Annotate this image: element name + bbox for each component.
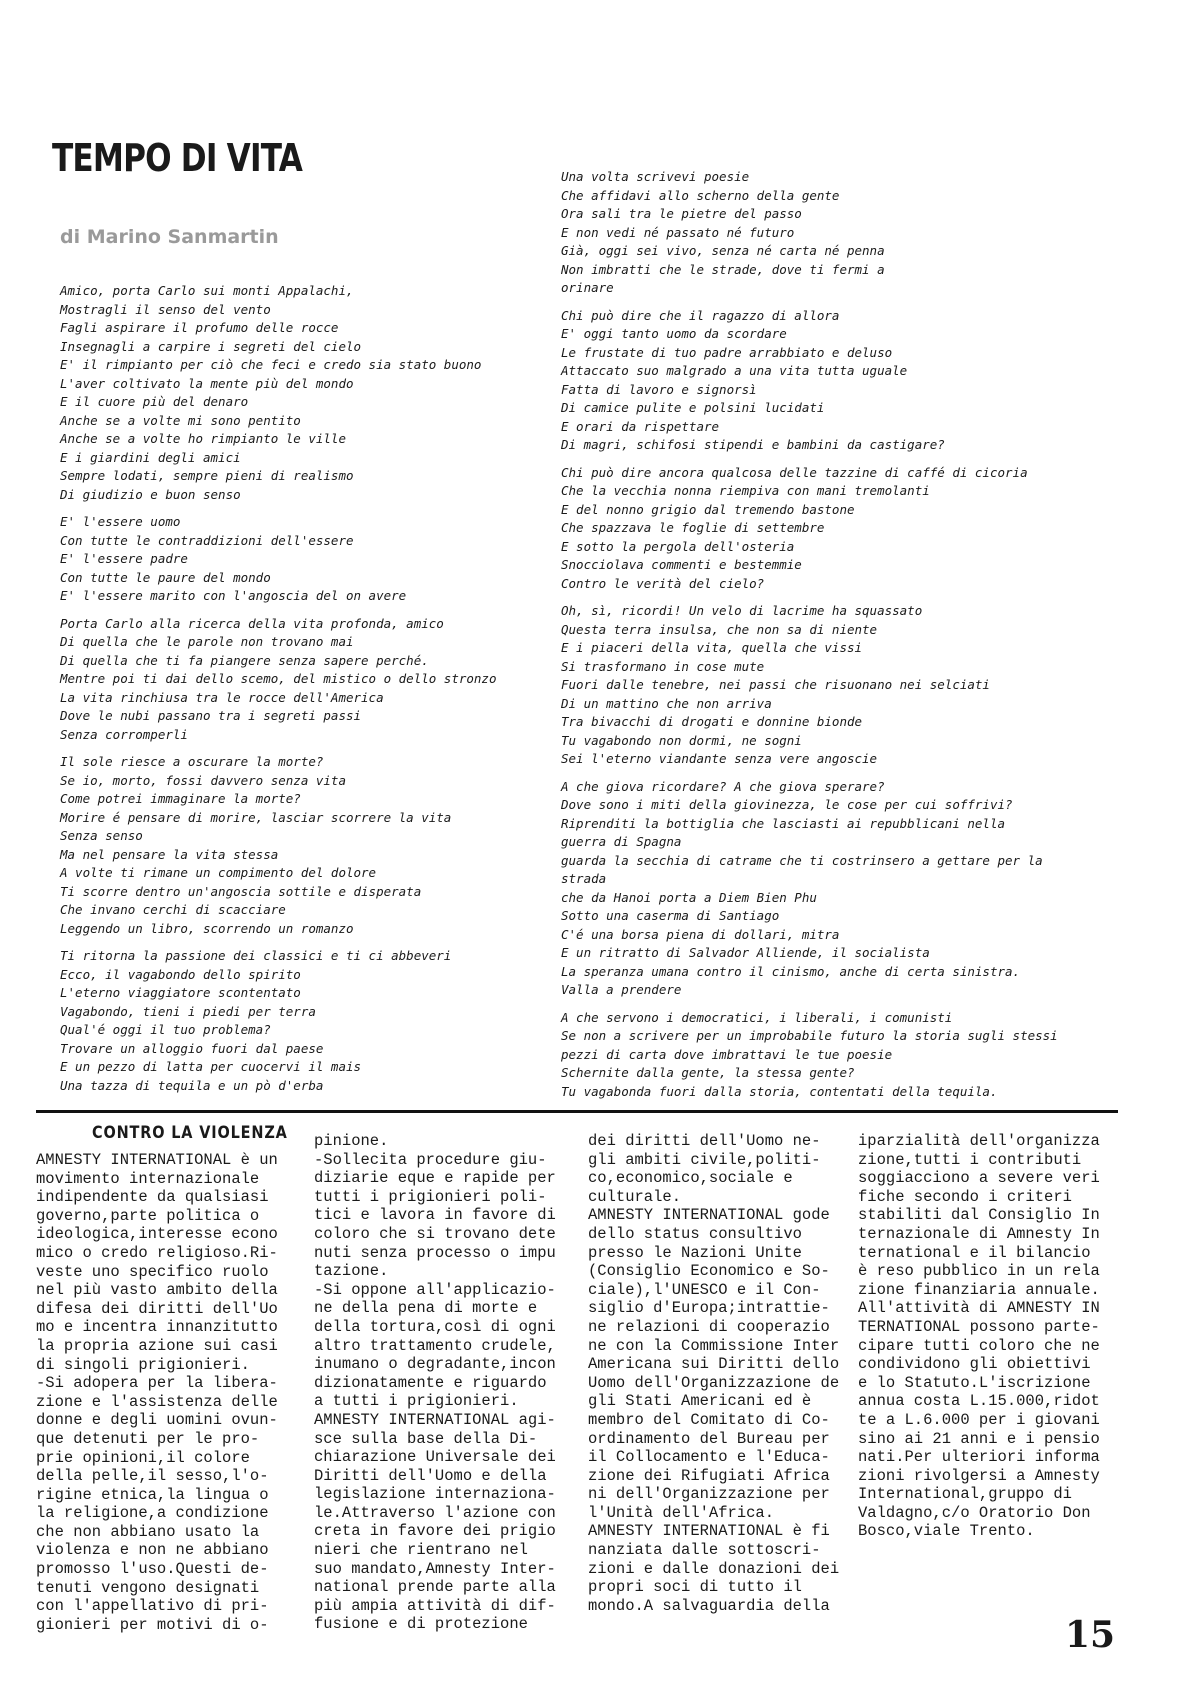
- article-line: AMNESTY INTERNATIONAL gode: [588, 1206, 830, 1225]
- poem-line: Si trasformano in cose mute: [561, 658, 765, 674]
- article-column-4: [858, 1132, 1100, 1541]
- poem-line: Ecco, il vagabondo dello spirito: [60, 966, 301, 982]
- article-line: veste uno specifico ruolo: [36, 1262, 269, 1281]
- article-column-3: [588, 1132, 839, 1615]
- poem-stanza: [561, 307, 1141, 455]
- article-line: culturale.: [588, 1187, 682, 1206]
- article-line: stabiliti dal Consiglio In: [858, 1206, 1100, 1225]
- poem-line: Che la vecchia nonna riempiva con mani tremolanti: [561, 483, 930, 498]
- article-line: Diritti dell'Uomo e della: [314, 1466, 547, 1485]
- poem-line: Che spazzava le foglie di settembre: [561, 520, 825, 535]
- article-line: mo e incentra innanzitutto: [36, 1318, 278, 1337]
- poem-line: Ma nel pensare la vita stessa: [60, 846, 279, 862]
- article-line: ordinamento del Bureau per: [588, 1429, 830, 1448]
- article-line: ciale),l'UNESCO e il Con-: [588, 1280, 821, 1299]
- article-line: governo,parte politica o: [36, 1206, 260, 1225]
- poem-line: che da Hanoi porta a Diem Bien Phu: [561, 889, 817, 905]
- poem-line: Morire é pensare di morire, lasciar scorrere la vita: [60, 809, 452, 825]
- section-divider: [36, 1110, 1118, 1113]
- article-line: diziarie eque e rapide per: [314, 1169, 556, 1188]
- poem-stanza: [60, 753, 550, 938]
- poem-line: E' l'essere marito con l'angoscia del on avere: [60, 588, 407, 603]
- poem-line: Contro le verità del cielo?: [561, 575, 765, 591]
- poem-line: Con tutte le contraddizioni dell'essere: [60, 532, 354, 548]
- poem-line: Schernite dalla gente, la stessa gente?: [561, 1065, 855, 1080]
- poem-line: orinare: [561, 280, 614, 295]
- poem-line: Di quella che ti fa piangere senza sapere perché.: [60, 652, 429, 668]
- article-line: la propria azione sui casi: [36, 1336, 278, 1355]
- article-line: Uomo dell'Organizzazione de: [588, 1373, 840, 1392]
- poem-line: Tra bivacchi di drogati e donnine bionde: [561, 714, 863, 729]
- poem-stanza: [60, 947, 550, 1095]
- article-line: fusione e di protezione: [314, 1615, 528, 1634]
- poem-line: E i piaceri della vita, quella che vissi: [561, 640, 863, 655]
- poem-line: Insegnagli a carpire i segreti del cielo: [60, 338, 362, 354]
- poem-line: strada: [561, 871, 607, 886]
- poem-line: E' l'essere padre: [60, 551, 188, 566]
- article-line: promosso l'uso.Questi de-: [36, 1560, 269, 1579]
- poem-line: Come potrei immaginare la morte?: [60, 791, 301, 806]
- poem-line: Chi può dire ancora qualcosa delle tazzine di caffé di cicoria: [561, 464, 1028, 480]
- article-line: dizionatamente e riguardo: [314, 1373, 547, 1392]
- poem-line: Fuori dalle tenebre, nei passi che risuonano nei selciati: [561, 677, 990, 692]
- poem-line: A che servono i democratici, i liberali, i comunisti: [561, 1009, 953, 1025]
- poem-line: Il sole riesce a oscurare la morte?: [60, 754, 324, 769]
- poem-line: Di un mattino che non arriva: [561, 695, 772, 711]
- poem-line: Chi può dire che il ragazzo di allora: [561, 307, 840, 323]
- poem-line: E non vedi né passato né futuro: [561, 224, 795, 240]
- article-title: CONTRO LA VIOLENZA: [92, 1123, 288, 1143]
- article-line: mico o credo religioso.Ri-: [36, 1243, 278, 1262]
- article-line: que detenuti per le pro-: [36, 1429, 260, 1448]
- article-column-1: [36, 1151, 278, 1634]
- poem-line: Dove sono i miti della giovinezza, le cose per cui soffrivi?: [561, 797, 1013, 812]
- poem-line: Senza senso: [60, 828, 143, 843]
- article-line: gionieri per motivi di o-: [36, 1615, 269, 1634]
- article-line: rigine etnica,la lingua o: [36, 1485, 269, 1504]
- article-line: soggiacciono a severe veri: [858, 1169, 1100, 1188]
- poem-line: E orari da rispettare: [561, 418, 720, 434]
- article-line: ternazionale di Amnesty In: [858, 1224, 1100, 1243]
- poem-line: Tu vagabonda fuori dalla storia, contentati della tequila.: [561, 1083, 998, 1099]
- article-line: difesa dei diritti dell'Uo: [36, 1299, 278, 1318]
- poem-line: Non imbratti che le strade, dove ti fermi a: [561, 261, 885, 277]
- article-line: TERNATIONAL possono parte-: [858, 1317, 1100, 1336]
- poem-title: TEMPO DI VITA: [52, 136, 303, 180]
- poem-stanza: [561, 778, 1141, 1000]
- article-line: ni dell'Organizzazione per: [588, 1485, 830, 1504]
- poem-line: Se non a scrivere per un improbabile futuro la storia sugli stessi: [561, 1028, 1058, 1043]
- article-line: zione,tutti i contributi: [858, 1150, 1082, 1169]
- article-line: AMNESTY INTERNATIONAL è fi: [588, 1522, 830, 1541]
- poem-line: E il cuore più del denaro: [60, 394, 249, 409]
- poem-line: A volte ti rimane un compimento del dolore: [60, 865, 377, 880]
- poem-line: Le frustate di tuo padre arrabbiato e deluso: [561, 344, 893, 360]
- article-line: tici e lavora in favore di: [314, 1206, 556, 1225]
- poem-line: Di quella che le parole non trovano mai: [60, 634, 354, 649]
- poem-line: guerra di Spagna: [561, 834, 682, 849]
- article-line: legislazione internaziona-: [314, 1485, 556, 1504]
- article-line: gli Stati Americani ed è: [588, 1392, 812, 1411]
- article-line: Americana sui Diritti dello: [588, 1355, 840, 1374]
- poem-line: Con tutte le paure del mondo: [60, 569, 271, 585]
- article-line: e lo Statuto.L'iscrizione: [858, 1373, 1091, 1392]
- poem-line: E' il rimpianto per ciò che feci e credo sia stato buono: [60, 357, 482, 372]
- article-line: condividono gli obiettivi: [858, 1355, 1091, 1374]
- poem-line: Riprenditi la bottiglia che lasciasti ai repubblicani nella: [561, 815, 1006, 831]
- article-line: AMNESTY INTERNATIONAL agi-: [314, 1410, 556, 1429]
- poem-line: Che invano cerchi di scacciare: [60, 902, 286, 917]
- poem-line: Snocciolava commenti e bestemmie: [561, 557, 802, 572]
- article-line: gli ambiti civile,politi-: [588, 1150, 821, 1169]
- article-line: (Consiglio Economico e So-: [588, 1262, 830, 1281]
- article-line: zioni rivolgersi a Amnesty: [858, 1466, 1100, 1485]
- poem-line: E un pezzo di latta per cuocervi il mais: [60, 1059, 362, 1074]
- poem-line: Sotto una caserma di Santiago: [561, 908, 780, 923]
- poem-line: Oh, sì, ricordi! Un velo di lacrime ha squassato: [561, 603, 923, 618]
- poem-line: La vita rinchiusa tra le rocce dell'America: [60, 689, 384, 705]
- poem-line: Trovare un alloggio fuori dal paese: [60, 1040, 324, 1056]
- poem-line: Fagli aspirare il profumo delle rocce: [60, 320, 339, 335]
- article-line: zione e l'assistenza delle: [36, 1392, 278, 1411]
- article-line: ideologica,interesse econo: [36, 1225, 278, 1244]
- poem-line: Di camice pulite e polsini lucidati: [561, 400, 825, 415]
- article-line: è reso pubblico in un rela: [858, 1262, 1100, 1281]
- article-line: Valdagno,c/o Oratorio Don: [858, 1503, 1091, 1522]
- article-line: della pelle,il sesso,l'o-: [36, 1467, 269, 1486]
- article-line: con l'appellativo di pri-: [36, 1597, 269, 1616]
- poem-line: guarda la secchia di catrame che ti costrinsero a gettare per la: [561, 852, 1043, 868]
- poem-stanza: [60, 513, 550, 606]
- article-line: coloro che si trovano dete: [314, 1224, 556, 1243]
- article-line: ne con la Commissione Inter: [588, 1336, 840, 1355]
- poem-line: Ti ritorna la passione dei classici e ti ci abbeveri: [60, 948, 452, 963]
- poem-line: Anche se a volte mi sono pentito: [60, 412, 301, 428]
- article-line: pinione.: [314, 1132, 389, 1150]
- article-line: membro del Comitato di Co-: [588, 1410, 830, 1429]
- article-line: che non abbiano usato la: [36, 1522, 260, 1541]
- article-line: creta in favore dei prigio: [314, 1522, 556, 1541]
- article-line: nuti senza processo o impu: [314, 1243, 556, 1262]
- article-line: le.Attraverso l'azione con: [314, 1503, 556, 1522]
- article-line: All'attività di AMNESTY IN: [858, 1299, 1100, 1318]
- poem-line: Sei l'eterno viandante senza vere angoscie: [561, 751, 878, 766]
- poem-line: Mostragli il senso del vento: [60, 301, 271, 317]
- article-line: annua costa L.15.000,ridot: [858, 1392, 1100, 1411]
- article-line: ne relazioni di cooperazio: [588, 1317, 830, 1336]
- article-line: tenuti vengono designati: [36, 1578, 260, 1597]
- poem-line: Se io, morto, fossi davvero senza vita: [60, 772, 346, 788]
- article-line: la religione,a condizione: [36, 1504, 269, 1523]
- poem-stanza: [60, 615, 550, 745]
- poem-line: Senza corromperli: [60, 726, 188, 742]
- poem-line: Di magri, schifosi stipendi e bambini da castigare?: [561, 437, 945, 452]
- poem-line: Ti scorre dentro un'angoscia sottile e disperata: [60, 883, 422, 899]
- poem-line: Qual'é oggi il tuo problema?: [60, 1022, 271, 1037]
- poem-line: E sotto la pergola dell'osteria: [561, 538, 795, 554]
- poem-line: Amico, porta Carlo sui monti Appalachi,: [60, 283, 354, 298]
- article-line: -Si oppone all'applicazio-: [314, 1280, 556, 1299]
- article-line: l'Unità dell'Africa.: [588, 1503, 775, 1522]
- poem-line: C'é una borsa piena di dollari, mitra: [561, 926, 840, 942]
- article-line: national prende parte alla: [314, 1578, 556, 1597]
- poem-line: Di giudizio e buon senso: [60, 486, 241, 502]
- poem-stanza: [60, 282, 550, 504]
- poem-line: Una volta scrivevi poesie: [561, 169, 750, 184]
- article-line: -Sollecita procedure giu-: [314, 1150, 547, 1169]
- poem-line: Leggendo un libro, scorrendo un romanzo: [60, 920, 354, 936]
- article-line: suo mandato,Amnesty Inter-: [314, 1559, 556, 1578]
- poem-line: L'eterno viaggiatore scontentato: [60, 985, 301, 1000]
- article-line: zione dei Rifugiati Africa: [588, 1466, 830, 1485]
- article-line: sce sulla base della Di-: [314, 1429, 538, 1448]
- article-line: nel più vasto ambito della: [36, 1281, 278, 1300]
- poem-line: Vagabondo, tieni i piedi per terra: [60, 1003, 316, 1019]
- poem-line: Una tazza di tequila e un pò d'erba: [60, 1077, 324, 1093]
- poem-line: Che affidavi allo scherno della gente: [561, 187, 840, 203]
- article-line: a tutti i prigionieri.: [314, 1392, 519, 1411]
- poem-line: La speranza umana contro il cinismo, anche di certa sinistra.: [561, 963, 1021, 979]
- poem-line: pezzi di carta dove imbrattavi le tue poesie: [561, 1046, 893, 1062]
- poem-line: Fatta di lavoro e signorsì: [561, 381, 757, 397]
- article-line: AMNESTY INTERNATIONAL è un: [36, 1151, 278, 1169]
- article-line: prie opinioni,il colore: [36, 1448, 250, 1467]
- article-line: presso le Nazioni Unite: [588, 1243, 802, 1262]
- poem-line: Sempre lodati, sempre pieni di realismo: [60, 468, 354, 483]
- article-line: indipendente da qualsiasi: [36, 1188, 269, 1207]
- poem-line: Attaccato suo malgrado a una vita tutta uguale: [561, 363, 908, 378]
- article-column-2: [314, 1132, 556, 1634]
- poem-stanza: [561, 1009, 1141, 1102]
- page-number: 15: [1065, 1614, 1116, 1656]
- poem-line: L'aver coltivato la mente più del mondo: [60, 375, 354, 391]
- article-line: zioni e dalle donazioni dei: [588, 1559, 840, 1578]
- article-line: siglio d'Europa;intrattie-: [588, 1299, 830, 1318]
- poem-stanza: [561, 602, 1141, 769]
- article-line: -Si adopera per la libera-: [36, 1374, 278, 1393]
- article-line: Bosco,viale Trento.: [858, 1522, 1035, 1541]
- article-line: più ampia attività di dif-: [314, 1596, 556, 1615]
- article-line: International,gruppo di: [858, 1485, 1072, 1504]
- article-line: iparzialità dell'organizza: [858, 1132, 1100, 1150]
- article-line: ne della pena di morte e: [314, 1299, 538, 1318]
- article-line: il Collocamento e l'Educa-: [588, 1448, 830, 1467]
- poem-line: Anche se a volte ho rimpianto le ville: [60, 431, 346, 446]
- article-line: inumano o degradante,incon: [314, 1355, 556, 1374]
- poem-line: E un ritratto di Salvador Alliende, il socialista: [561, 945, 930, 960]
- poem-line: E' l'essere uomo: [60, 514, 181, 529]
- article-line: dei diritti dell'Uomo ne-: [588, 1132, 821, 1150]
- article-line: co,economico,sociale e: [588, 1169, 793, 1188]
- poem-line: E i giardini degli amici: [60, 449, 241, 465]
- poem-stanza: [561, 464, 1141, 594]
- article-line: tazione.: [314, 1262, 389, 1281]
- article-line: mondo.A salvaguardia della: [588, 1596, 830, 1615]
- article-line: donne e degli uomini ovun-: [36, 1411, 278, 1430]
- article-line: nati.Per ulteriori informa: [858, 1448, 1100, 1467]
- poem-column-left: [60, 282, 550, 1104]
- poem-line: Porta Carlo alla ricerca della vita profonda, amico: [60, 615, 444, 631]
- article-line: dello status consultivo: [588, 1224, 802, 1243]
- article-line: fiche secondo i criteri: [858, 1187, 1072, 1206]
- poem-author: di Marino Sanmartin: [60, 226, 279, 248]
- poem-line: A che giova ricordare? A che giova sperare?: [561, 778, 885, 794]
- article-line: nieri che rientrano nel: [314, 1541, 528, 1560]
- poem-stanza: [561, 168, 1141, 298]
- poem-line: Valla a prendere: [561, 982, 682, 997]
- poem-line: E' oggi tanto uomo da scordare: [561, 326, 787, 341]
- article-line: movimento internazionale: [36, 1169, 260, 1188]
- article-line: nanziata dalle sottoscri-: [588, 1541, 821, 1560]
- article-line: ternational e il bilancio: [858, 1243, 1091, 1262]
- article-line: zione finanziaria annuale.: [858, 1280, 1100, 1299]
- article-line: te a L.6.000 per i giovani: [858, 1410, 1100, 1429]
- article-line: chiarazione Universale dei: [314, 1448, 556, 1467]
- article-line: tutti i prigionieri poli-: [314, 1187, 547, 1206]
- poem-line: E del nonno grigio dal tremendo bastone: [561, 501, 855, 517]
- article-line: di singoli prigionieri.: [36, 1355, 250, 1374]
- poem-line: Ora sali tra le pietre del passo: [561, 206, 802, 221]
- article-line: propri soci di tutto il: [588, 1578, 802, 1597]
- article-line: sino ai 21 anni e i pensio: [858, 1429, 1100, 1448]
- poem-line: Questa terra insulsa, che non sa di niente: [561, 621, 878, 637]
- article-line: della tortura,così di ogni: [314, 1317, 556, 1336]
- article-line: cipare tutti coloro che ne: [858, 1336, 1100, 1355]
- poem-line: Mentre poi ti dai dello scemo, del mistico o dello stronzo: [60, 671, 497, 686]
- poem-line: Tu vagabondo non dormi, ne sogni: [561, 732, 802, 748]
- poem-line: Dove le nubi passano tra i segreti passi: [60, 708, 362, 723]
- article-line: violenza e non ne abbiano: [36, 1541, 269, 1560]
- poem-line: Già, oggi sei vivo, senza né carta né penna: [561, 243, 885, 258]
- poem-column-right: [561, 168, 1141, 1110]
- article-line: altro trattamento crudele,: [314, 1336, 556, 1355]
